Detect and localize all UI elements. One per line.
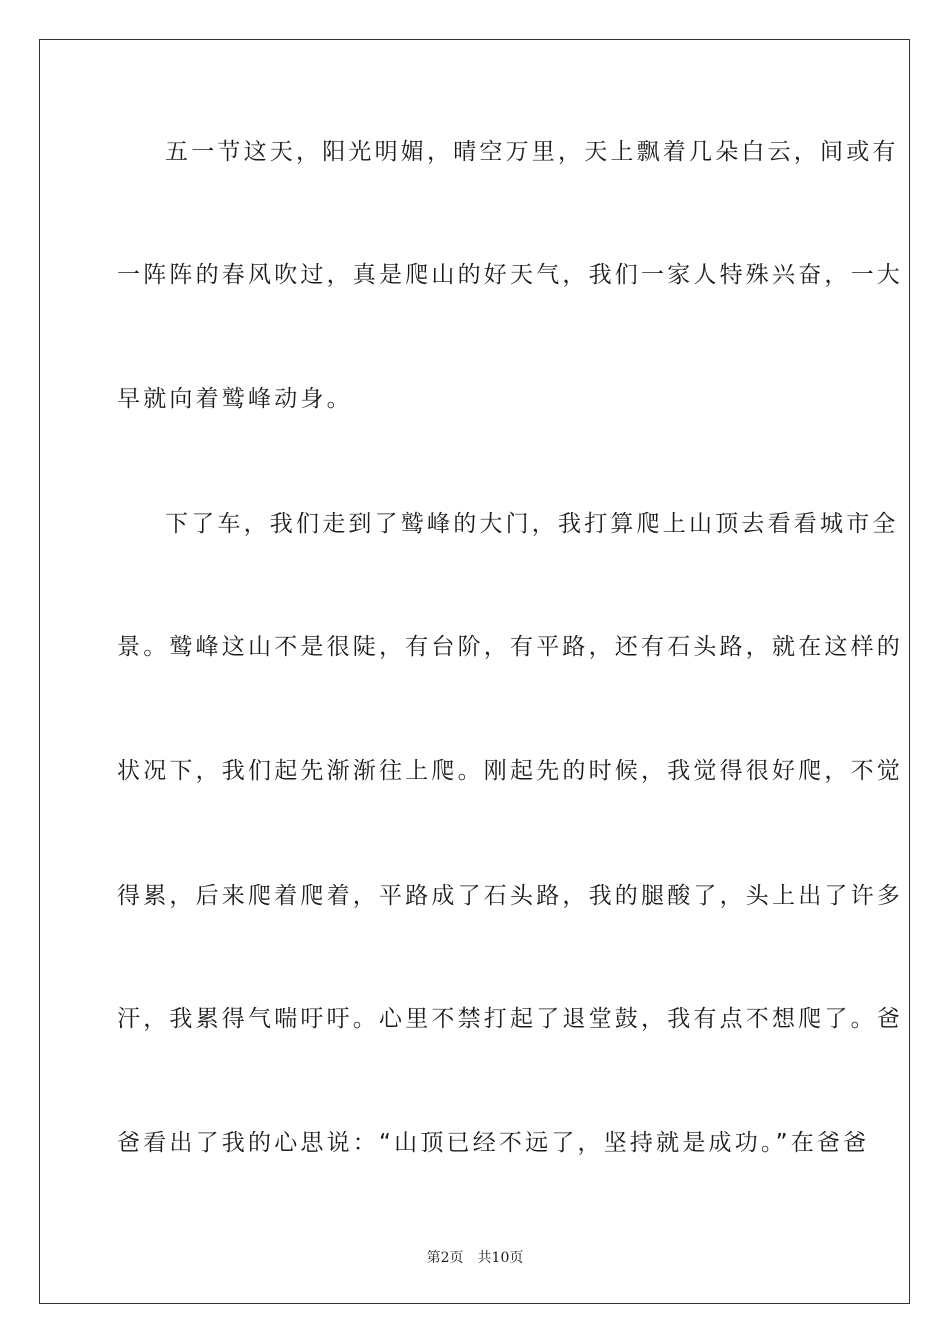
paragraph-1-line-2: 一阵阵的春风吹过，真是爬山的好天气，我们一家人特殊兴奋，一大 (117, 262, 903, 288)
paragraph-2-line-3: 状况下，我们起先渐渐往上爬。刚起先的时候，我觉得很好爬，不觉 (117, 758, 903, 784)
paragraph-2-line-6: 爸看出了我的心思说：“山顶已经不远了，坚持就是成功。”在爸爸 (117, 1130, 870, 1156)
paragraph-2-line-1: 下了车，我们走到了鹫峰的大门，我打算爬上山顶去看看城市全 (165, 511, 899, 537)
page-number: 第2页 (426, 1250, 464, 1266)
page-footer (0, 1247, 950, 1267)
paragraph-2-line-5: 汗，我累得气喘吁吁。心里不禁打起了退堂鼓，我有点不想爬了。爸 (117, 1006, 903, 1032)
total-pages: 共10页 (477, 1250, 524, 1266)
paragraph-1-line-1: 五一节这天，阳光明媚，晴空万里，天上飘着几朵白云，间或有 (165, 139, 899, 165)
paragraph-2-line-2: 景。鹫峰这山不是很陡，有台阶，有平路，还有石头路，就在这样的 (117, 634, 903, 660)
paragraph-2-line-4: 得累，后来爬着爬着，平路成了石头路，我的腿酸了，头上出了许多 (117, 883, 903, 909)
paragraph-1-line-3: 早就向着鹫峰动身。 (117, 386, 353, 412)
page-border (39, 39, 910, 1304)
